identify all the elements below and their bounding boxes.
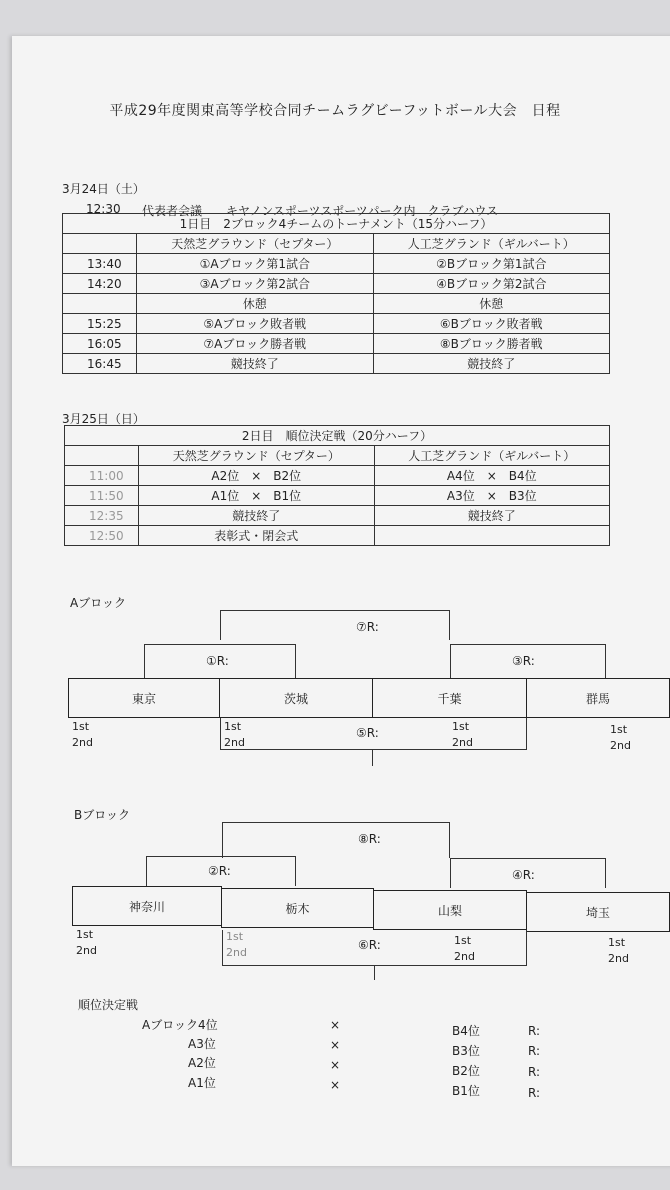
table-row (65, 526, 610, 546)
ranking-right: B1位 (452, 1084, 480, 1098)
vs-mark: × (330, 1038, 341, 1052)
table-row (65, 486, 610, 506)
ranking-result: R: (528, 1065, 541, 1079)
ranking-right: B2位 (452, 1064, 480, 1078)
time-cell: 12:35 (65, 506, 139, 526)
team-places: 1st 2nd (224, 720, 245, 749)
match-cell: ⑥Bブロック敗者戦 (373, 314, 609, 334)
time-cell (63, 294, 137, 314)
table-row (65, 466, 610, 486)
ranking-result: R: (528, 1086, 541, 1100)
time-cell: 11:00 (65, 466, 139, 486)
team-box: 東京 (68, 678, 220, 718)
day2-date: 3月25日（日） (62, 412, 145, 426)
match-cell: 競技終了 (139, 506, 375, 526)
team-places: 1st 2nd (454, 934, 475, 963)
day1-date: 3月24日（土） (62, 182, 145, 196)
block-a-semi2-label: ③R: (512, 654, 535, 668)
time-cell: 15:25 (63, 314, 137, 334)
team-places: 1st 2nd (226, 930, 247, 959)
time-header-empty (63, 234, 137, 254)
match-cell: A2位 × B2位 (139, 466, 375, 486)
time-cell: 16:05 (63, 334, 137, 354)
match-cell: ⑤Aブロック敗者戦 (137, 314, 374, 334)
match-cell: ④Bブロック第2試合 (373, 274, 609, 294)
match-cell: ⑦Aブロック勝者戦 (137, 334, 374, 354)
vs-mark: × (330, 1058, 341, 1072)
match-cell: 競技終了 (374, 506, 609, 526)
ranking-right: B3位 (452, 1044, 480, 1058)
match-cell: A3位 × B3位 (374, 486, 609, 506)
block-b-loser-label: ⑥R: (358, 938, 381, 952)
team-places: 1st 2nd (610, 723, 631, 752)
table-row (63, 254, 610, 274)
team-box: 栃木 (221, 888, 374, 928)
time-cell: 14:20 (63, 274, 137, 294)
team-box: 茨城 (219, 678, 373, 718)
day1-col1-header: 天然芝グラウンド（セプター） (137, 234, 374, 254)
block-a-semi1-label: ①R: (206, 654, 229, 668)
time-cell: 13:40 (63, 254, 137, 274)
connector-line (374, 966, 375, 980)
table-row (63, 334, 610, 354)
ranking-left: A3位 (188, 1037, 216, 1051)
day1-col2-header: 人工芝グランド（ギルバート） (373, 234, 609, 254)
vs-mark: × (330, 1018, 341, 1032)
day2-col2-header: 人工芝グランド（ギルバート） (374, 446, 609, 466)
match-cell: 競技終了 (373, 354, 609, 374)
match-cell: ①Aブロック第1試合 (137, 254, 374, 274)
match-cell (374, 526, 609, 546)
block-b-semi2-label: ④R: (512, 868, 535, 882)
page-title: 平成29年度関東高等学校合同チームラグビーフットボール大会 日程 (109, 103, 561, 119)
day1-schedule-table (62, 213, 610, 374)
block-b-final-bracket (222, 822, 450, 858)
block-b-label: Bブロック (74, 808, 130, 822)
team-places: 1st 2nd (76, 928, 97, 957)
block-b-semi1-label: ②R: (208, 864, 231, 878)
team-box: 埼玉 (526, 892, 670, 932)
meeting-time: 12:30 (86, 202, 121, 216)
match-cell: ⑧Bブロック勝者戦 (373, 334, 609, 354)
day2-schedule-table (64, 425, 610, 546)
table-row (63, 274, 610, 294)
match-cell: ②Bブロック第1試合 (373, 254, 609, 274)
ranking-label: 順位決定戦 (78, 998, 139, 1012)
block-a-label: Aブロック (70, 596, 126, 610)
block-a-loser-label: ⑤R: (356, 726, 379, 740)
team-places: 1st 2nd (608, 936, 629, 965)
match-cell: 休憩 (137, 294, 374, 314)
ranking-right: B4位 (452, 1024, 480, 1038)
match-cell: 休憩 (373, 294, 609, 314)
table-row (63, 354, 610, 374)
team-box: 神奈川 (72, 886, 222, 926)
table-row (63, 294, 610, 314)
table-row (63, 314, 610, 334)
match-cell: 競技終了 (137, 354, 374, 374)
day2-table-title: 2日目 順位決定戦（20分ハーフ） (65, 426, 610, 446)
ranking-left: A1位 (188, 1076, 216, 1090)
block-a-final-label: ⑦R: (356, 620, 379, 634)
match-cell: A4位 × B4位 (374, 466, 609, 486)
match-cell: ③Aブロック第2試合 (137, 274, 374, 294)
team-box: 群馬 (526, 678, 670, 718)
ranking-result: R: (528, 1044, 541, 1058)
table-row (65, 506, 610, 526)
block-b-final-label: ⑧R: (358, 832, 381, 846)
time-header-empty (65, 446, 139, 466)
block-a-final-bracket (220, 610, 450, 640)
team-places: 1st 2nd (72, 720, 93, 749)
ranking-result: R: (528, 1024, 541, 1038)
team-places: 1st 2nd (452, 720, 473, 749)
time-cell: 11:50 (65, 486, 139, 506)
day2-col1-header: 天然芝グラウンド（セプター） (139, 446, 375, 466)
day1-table-title: 1日目 2ブロック4チームのトーナメント（15分ハーフ） (63, 214, 610, 234)
time-cell: 16:45 (63, 354, 137, 374)
vs-mark: × (330, 1078, 341, 1092)
team-box: 山梨 (373, 890, 527, 930)
ranking-left: Aブロック4位 (142, 1018, 218, 1032)
meeting-text: 代表者会議 キヤノンスポーツスポーツパーク内 クラブハウス (142, 204, 499, 218)
match-cell: A1位 × B1位 (139, 486, 375, 506)
match-cell: 表彰式・閉会式 (139, 526, 375, 546)
ranking-left: A2位 (188, 1056, 216, 1070)
time-cell: 12:50 (65, 526, 139, 546)
team-box: 千葉 (372, 678, 527, 718)
connector-line (372, 750, 373, 766)
